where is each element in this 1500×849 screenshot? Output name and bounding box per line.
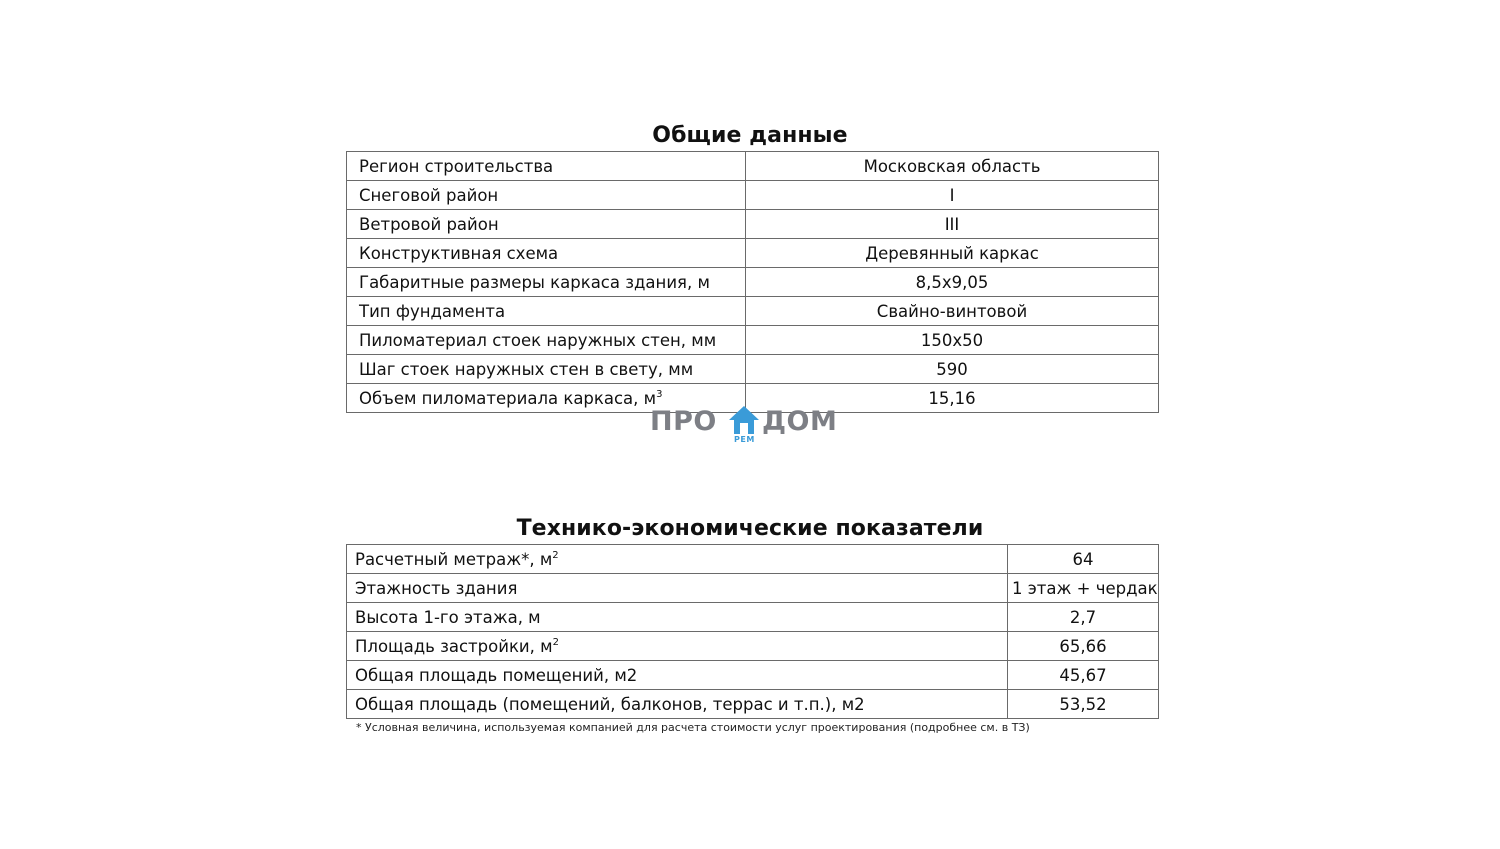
row-label: Этажность здания: [347, 574, 1008, 603]
row-label: Конструктивная схема: [347, 239, 746, 268]
row-label: Габаритные размеры каркаса здания, м: [347, 268, 746, 297]
row-value: 1 этаж + чердак: [1008, 574, 1159, 603]
row-value: III: [746, 210, 1159, 239]
row-value: Московская область: [746, 152, 1159, 181]
row-value: 64: [1008, 545, 1159, 574]
table-row: [347, 661, 1159, 690]
table-row: [347, 632, 1159, 661]
general-data-title: Общие данные: [652, 123, 848, 148]
row-label: Регион строительства: [347, 152, 746, 181]
row-label: Снеговой район: [347, 181, 746, 210]
row-value: 65,66: [1008, 632, 1159, 661]
table-row: [347, 239, 1159, 268]
tech-indicators-table: [346, 544, 1159, 719]
row-label: Общая площадь (помещений, балконов, террас и т.п.), м2: [347, 690, 1008, 719]
footnote: * Условная величина, используемая компанией для расчета стоимости услуг проектирования (подробнее см. в ТЗ): [356, 721, 1030, 734]
row-label: Расчетный метраж*, м: [355, 549, 553, 569]
table-row: [347, 326, 1159, 355]
table-row: [347, 297, 1159, 326]
row-label: Пиломатериал стоек наружных стен, мм: [347, 326, 746, 355]
house-icon: [727, 404, 761, 436]
table-row: [347, 181, 1159, 210]
table-row: [347, 574, 1159, 603]
row-label: Объем пиломатериала каркаса, м: [359, 388, 657, 408]
unit-superscript: 3: [656, 388, 663, 400]
row-value: 8,5x9,05: [746, 268, 1159, 297]
row-label: Тип фундамента: [347, 297, 746, 326]
row-value: Деревянный каркас: [746, 239, 1159, 268]
row-label-with-unit: [347, 545, 1008, 574]
row-value: 45,67: [1008, 661, 1159, 690]
table-row: [347, 545, 1159, 574]
table-row: [347, 355, 1159, 384]
tech-indicators-table-body: [347, 545, 1159, 719]
row-value: 53,52: [1008, 690, 1159, 719]
general-data-table: [346, 151, 1159, 413]
row-value: 150x50: [746, 326, 1159, 355]
logo-subtext: РЕМ: [734, 435, 755, 444]
row-label: Шаг стоек наружных стен в свету, мм: [347, 355, 746, 384]
row-value: I: [746, 181, 1159, 210]
table-row: [347, 603, 1159, 632]
row-value: Свайно-винтовой: [746, 297, 1159, 326]
general-data-table-body: [347, 152, 1159, 413]
row-value: 2,7: [1008, 603, 1159, 632]
row-label-with-unit: [347, 632, 1008, 661]
unit-superscript: 2: [552, 636, 559, 648]
row-label: Ветровой район: [347, 210, 746, 239]
row-value: 590: [746, 355, 1159, 384]
row-value: 15,16: [746, 384, 1159, 413]
company-logo: [650, 404, 850, 446]
table-row: [347, 152, 1159, 181]
table-row: [347, 268, 1159, 297]
unit-superscript: 2: [552, 549, 559, 561]
row-label: Общая площадь помещений, м2: [347, 661, 1008, 690]
tech-indicators-title: Технико-экономические показатели: [516, 516, 984, 541]
logo-text-right: ДОМ: [762, 406, 838, 437]
table-row: [347, 690, 1159, 719]
row-label: Высота 1-го этажа, м: [347, 603, 1008, 632]
row-label: Площадь застройки, м: [355, 636, 553, 656]
logo-text-left: ПРО: [650, 406, 717, 437]
table-row: [347, 210, 1159, 239]
